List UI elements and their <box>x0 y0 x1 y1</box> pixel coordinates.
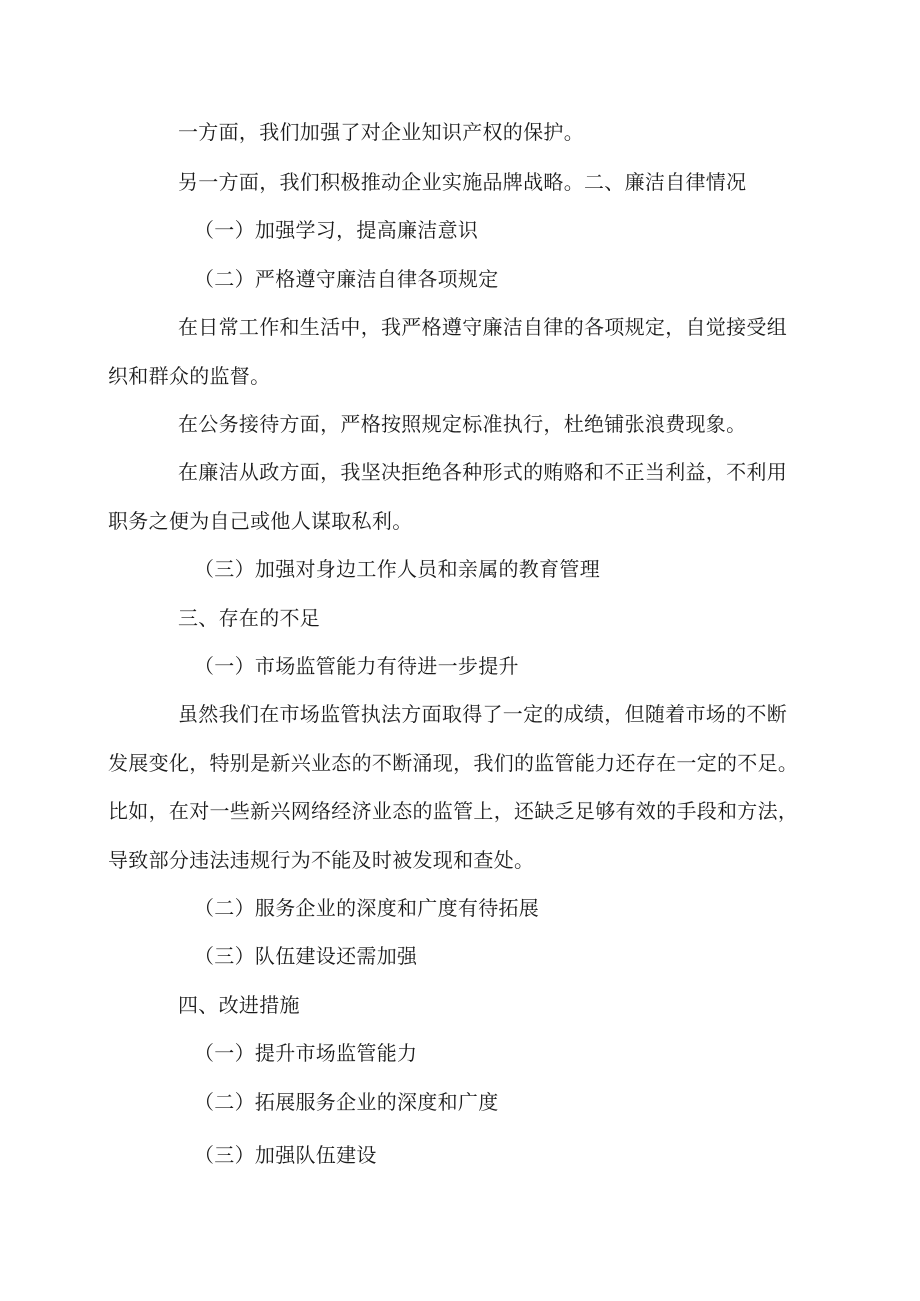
paragraph-supervision-4: 导致部分违法违规行为不能及时被发现和查处。 <box>108 848 535 872</box>
paragraph-supervision-3: 比如，在对一些新兴网络经济业态的监管上，还缺乏足够有效的手段和方法， <box>108 799 799 823</box>
paragraph-reception: 在公务接待方面，严格按照规定标准执行，杜绝铺张浪费现象。 <box>178 412 747 436</box>
subheading-improve-supervision: （一）提升市场监管能力 <box>194 1041 418 1065</box>
section-heading-improvements: 四、改进措施 <box>178 993 300 1017</box>
paragraph-daily-work-cont: 织和群众的监督。 <box>108 364 271 388</box>
subheading-strengthen-team: （三）加强队伍建设 <box>194 1143 377 1167</box>
subheading-regulations: （二）严格遵守廉洁自律各项规定 <box>194 267 499 291</box>
subheading-staff-education: （三）加强对身边工作人员和亲属的教育管理 <box>194 557 600 581</box>
paragraph-daily-work: 在日常工作和生活中，我严格遵守廉洁自律的各项规定，自觉接受组 <box>178 315 787 339</box>
subheading-study: （一）加强学习，提高廉洁意识 <box>194 218 479 242</box>
paragraph-integrity-cont: 职务之便为自己或他人谋取私利。 <box>108 509 413 533</box>
section-heading-shortcomings: 三、存在的不足 <box>178 606 321 630</box>
paragraph-brand-strategy: 另一方面，我们积极推动企业实施品牌战略。二、廉洁自律情况 <box>178 170 747 194</box>
subheading-expand-service: （二）拓展服务企业的深度和广度 <box>194 1090 499 1114</box>
subheading-service-depth: （二）服务企业的深度和广度有待拓展 <box>194 896 540 920</box>
paragraph-ip-protection: 一方面，我们加强了对企业知识产权的保护。 <box>178 120 584 144</box>
paragraph-integrity: 在廉洁从政方面，我坚决拒绝各种形式的贿赂和不正当利益，不利用 <box>178 460 787 484</box>
paragraph-supervision-1: 虽然我们在市场监管执法方面取得了一定的成绩，但随着市场的不断 <box>178 702 787 726</box>
subheading-supervision-ability: （一）市场监管能力有待进一步提升 <box>194 654 519 678</box>
subheading-team-building: （三）队伍建设还需加强 <box>194 944 418 968</box>
paragraph-supervision-2: 发展变化，特别是新兴业态的不断涌现，我们的监管能力还存在一定的不足。 <box>108 751 799 775</box>
